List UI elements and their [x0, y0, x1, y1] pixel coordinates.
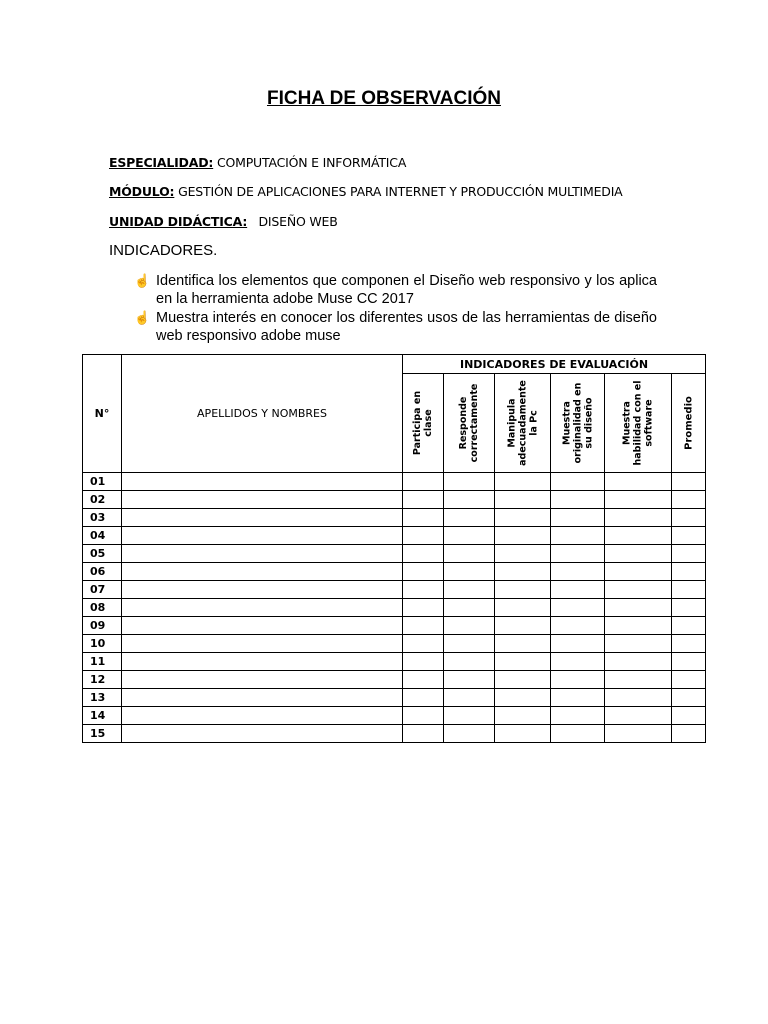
row-number: 09: [83, 617, 122, 635]
table-row: [83, 491, 706, 509]
table-row: [83, 599, 706, 617]
score-cell[interactable]: [605, 599, 672, 617]
row-number: 15: [83, 725, 122, 743]
score-cell[interactable]: [605, 617, 672, 635]
criterion-header: Manipula adecuadamente la Pc: [495, 374, 551, 473]
row-number: 06: [83, 563, 122, 581]
score-cell[interactable]: [605, 725, 672, 743]
score-cell[interactable]: [444, 707, 495, 725]
hand-pointer-icon: ☝: [134, 310, 151, 325]
score-cell[interactable]: [403, 581, 444, 599]
score-cell[interactable]: [605, 671, 672, 689]
score-cell[interactable]: [495, 563, 551, 581]
table-row: [83, 473, 706, 491]
criterion-header: Promedio: [672, 374, 706, 473]
name-cell[interactable]: [122, 635, 403, 653]
score-cell[interactable]: [551, 707, 605, 725]
score-cell[interactable]: [403, 599, 444, 617]
indicator-item: ☝ Muestra interés en conocer los diferentes usos de las herramientas de diseño web responsivo adobe muse: [134, 310, 657, 344]
score-cell[interactable]: [551, 527, 605, 545]
especialidad-line: [109, 155, 406, 170]
name-cell[interactable]: [122, 581, 403, 599]
row-number: 04: [83, 527, 122, 545]
table-row: [83, 707, 706, 725]
score-cell[interactable]: [403, 707, 444, 725]
score-cell[interactable]: [495, 689, 551, 707]
score-cell[interactable]: [403, 491, 444, 509]
modulo-value: GESTIÓN DE APLICACIONES PARA INTERNET Y PRODUCCIÓN MULTIMEDIA: [178, 184, 623, 199]
especialidad-value: COMPUTACIÓN E INFORMÁTICA: [216, 155, 407, 170]
score-cell[interactable]: [444, 473, 495, 491]
score-cell[interactable]: [672, 599, 706, 617]
table-row: [83, 545, 706, 563]
score-cell[interactable]: [672, 581, 706, 599]
score-cell[interactable]: [605, 581, 672, 599]
row-number: 03: [83, 509, 122, 527]
observation-table: [82, 354, 706, 743]
criterion-header: Participa en clase: [403, 374, 444, 473]
score-cell[interactable]: [605, 563, 672, 581]
score-cell[interactable]: [551, 599, 605, 617]
score-cell[interactable]: [403, 635, 444, 653]
table-row: [83, 689, 706, 707]
name-cell[interactable]: [122, 689, 403, 707]
table-row: [83, 725, 706, 743]
score-cell[interactable]: [444, 725, 495, 743]
score-cell[interactable]: [495, 707, 551, 725]
score-cell[interactable]: [551, 509, 605, 527]
score-cell[interactable]: [551, 545, 605, 563]
column-header-number: N°: [83, 355, 122, 473]
score-cell[interactable]: [444, 689, 495, 707]
name-cell[interactable]: [122, 509, 403, 527]
column-group-header: INDICADORES DE EVALUACIÓN: [403, 355, 706, 374]
score-cell[interactable]: [444, 599, 495, 617]
score-cell[interactable]: [551, 563, 605, 581]
score-cell[interactable]: [403, 617, 444, 635]
unidad-label: UNIDAD DIDÁCTICA:: [109, 214, 248, 229]
score-cell[interactable]: [605, 527, 672, 545]
score-cell[interactable]: [403, 671, 444, 689]
score-cell[interactable]: [495, 671, 551, 689]
table-row: [83, 509, 706, 527]
score-cell[interactable]: [605, 635, 672, 653]
row-number: 05: [83, 545, 122, 563]
name-cell[interactable]: [122, 653, 403, 671]
score-cell[interactable]: [551, 581, 605, 599]
score-cell[interactable]: [444, 653, 495, 671]
score-cell[interactable]: [444, 581, 495, 599]
row-number: 01: [83, 473, 122, 491]
score-cell[interactable]: [495, 581, 551, 599]
score-cell[interactable]: [495, 599, 551, 617]
row-number: 10: [83, 635, 122, 653]
row-number: 13: [83, 689, 122, 707]
score-cell[interactable]: [444, 545, 495, 563]
row-number: 02: [83, 491, 122, 509]
modulo-label: MÓDULO:: [109, 184, 175, 199]
score-cell[interactable]: [672, 653, 706, 671]
column-header-name: APELLIDOS Y NOMBRES: [122, 355, 403, 473]
criterion-header: Responde correctamente: [444, 374, 495, 473]
score-cell[interactable]: [444, 491, 495, 509]
score-cell[interactable]: [605, 707, 672, 725]
hand-pointer-icon: ☝: [134, 273, 151, 288]
name-cell[interactable]: [122, 545, 403, 563]
score-cell[interactable]: [672, 707, 706, 725]
name-cell[interactable]: [122, 707, 403, 725]
row-number: 08: [83, 599, 122, 617]
score-cell[interactable]: [551, 473, 605, 491]
indicadores-heading: INDICADORES.: [109, 242, 218, 259]
table-row: [83, 581, 706, 599]
score-cell[interactable]: [403, 725, 444, 743]
score-cell[interactable]: [672, 725, 706, 743]
score-cell[interactable]: [672, 527, 706, 545]
score-cell[interactable]: [444, 509, 495, 527]
row-number: 11: [83, 653, 122, 671]
score-cell[interactable]: [672, 617, 706, 635]
name-cell[interactable]: [122, 491, 403, 509]
score-cell[interactable]: [403, 653, 444, 671]
table-row: [83, 671, 706, 689]
score-cell[interactable]: [551, 653, 605, 671]
score-cell[interactable]: [551, 491, 605, 509]
score-cell[interactable]: [605, 509, 672, 527]
score-cell[interactable]: [551, 617, 605, 635]
name-cell[interactable]: [122, 617, 403, 635]
score-cell[interactable]: [605, 653, 672, 671]
name-cell[interactable]: [122, 527, 403, 545]
score-cell[interactable]: [605, 473, 672, 491]
modulo-line: [109, 184, 623, 199]
score-cell[interactable]: [495, 545, 551, 563]
score-cell[interactable]: [444, 563, 495, 581]
row-number: 14: [83, 707, 122, 725]
score-cell[interactable]: [403, 473, 444, 491]
score-cell[interactable]: [672, 635, 706, 653]
score-cell[interactable]: [495, 509, 551, 527]
row-number: 07: [83, 581, 122, 599]
especialidad-label: ESPECIALIDAD:: [109, 155, 214, 170]
unidad-value: DISEÑO WEB: [258, 214, 338, 229]
score-cell[interactable]: [672, 689, 706, 707]
score-cell[interactable]: [495, 527, 551, 545]
score-cell[interactable]: [605, 491, 672, 509]
score-cell[interactable]: [605, 545, 672, 563]
document-title: FICHA DE OBSERVACIÓN: [266, 88, 501, 109]
name-cell[interactable]: [122, 725, 403, 743]
score-cell[interactable]: [403, 509, 444, 527]
score-cell[interactable]: [672, 671, 706, 689]
table-row: [83, 635, 706, 653]
score-cell[interactable]: [605, 689, 672, 707]
score-cell[interactable]: [551, 635, 605, 653]
criterion-header: Muestra originalidad en su diseño: [551, 374, 605, 473]
score-cell[interactable]: [495, 473, 551, 491]
score-cell[interactable]: [551, 689, 605, 707]
score-cell[interactable]: [672, 473, 706, 491]
score-cell[interactable]: [672, 563, 706, 581]
score-cell[interactable]: [495, 653, 551, 671]
score-cell[interactable]: [444, 635, 495, 653]
score-cell[interactable]: [672, 509, 706, 527]
unidad-line: [109, 214, 338, 229]
table-row: [83, 653, 706, 671]
score-cell[interactable]: [551, 671, 605, 689]
score-cell[interactable]: [403, 527, 444, 545]
score-cell[interactable]: [444, 617, 495, 635]
score-cell[interactable]: [444, 527, 495, 545]
score-cell[interactable]: [444, 671, 495, 689]
name-cell[interactable]: [122, 599, 403, 617]
criterion-header: Muestra habilidad con el software: [605, 374, 672, 473]
score-cell[interactable]: [495, 617, 551, 635]
table-row: [83, 617, 706, 635]
score-cell[interactable]: [495, 725, 551, 743]
name-cell[interactable]: [122, 671, 403, 689]
score-cell[interactable]: [403, 689, 444, 707]
table-row: [83, 527, 706, 545]
name-cell[interactable]: [122, 473, 403, 491]
name-cell[interactable]: [122, 563, 403, 581]
score-cell[interactable]: [672, 491, 706, 509]
score-cell[interactable]: [403, 545, 444, 563]
table-row: [83, 563, 706, 581]
score-cell[interactable]: [551, 725, 605, 743]
score-cell[interactable]: [495, 491, 551, 509]
indicator-item: ☝ Identifica los elementos que componen el Diseño web responsivo y los aplica en la herramienta adobe Muse CC 2017: [134, 273, 657, 307]
score-cell[interactable]: [495, 635, 551, 653]
score-cell[interactable]: [403, 563, 444, 581]
score-cell[interactable]: [672, 545, 706, 563]
row-number: 12: [83, 671, 122, 689]
